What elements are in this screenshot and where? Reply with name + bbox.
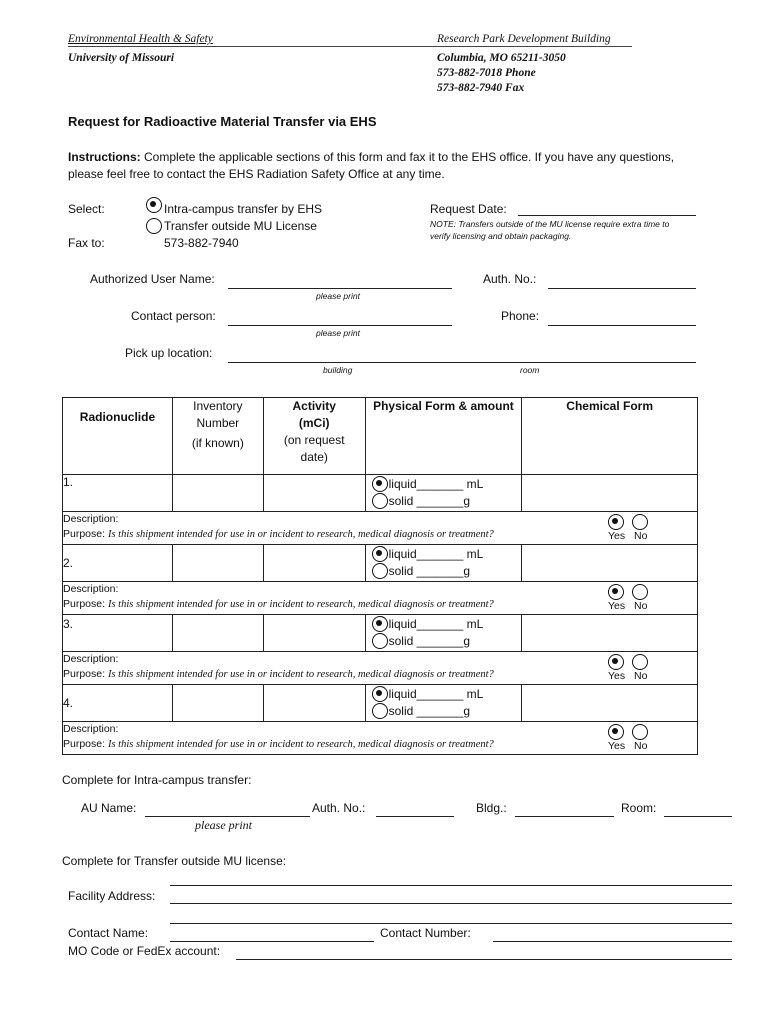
- instructions-line2: please feel free to contact the EHS Radiation Safety Office at any time.: [68, 167, 445, 181]
- physical-form-cell: [365, 615, 522, 652]
- building-hint: building: [323, 365, 353, 375]
- table-row: [63, 615, 698, 652]
- solid-radio[interactable]: [372, 633, 388, 649]
- purpose-line: [63, 737, 697, 752]
- request-date-label: Request Date:: [430, 202, 507, 216]
- solid-label: solid _______g: [388, 564, 471, 578]
- solid-label: solid _______g: [388, 634, 471, 648]
- solid-radio[interactable]: [372, 703, 388, 719]
- description-label: Description:: [63, 513, 119, 525]
- contact-person-field[interactable]: [228, 325, 452, 326]
- col-inventory-l1: Inventory: [193, 399, 243, 413]
- description-cell: [63, 652, 698, 685]
- solid-label: solid _______g: [388, 704, 471, 718]
- instructions-label: Instructions:: [68, 150, 141, 164]
- university-name: University of Missouri: [68, 52, 175, 64]
- physical-form-cell: [365, 545, 522, 582]
- activity-cell[interactable]: [263, 545, 365, 582]
- purpose-question: Is this shipment intended for use in or incident to research, medical diagnosis or treatment?: [107, 739, 494, 750]
- select-label: Select:: [68, 202, 105, 216]
- purpose-question: Is this shipment intended for use in or incident to research, medical diagnosis or treatment?: [107, 529, 494, 540]
- chemical-form-cell[interactable]: [522, 475, 698, 512]
- activity-cell[interactable]: [263, 475, 365, 512]
- auth-no-label: Auth. No.:: [483, 272, 537, 286]
- purpose-label: Purpose:: [63, 738, 108, 750]
- row-number: 3.: [63, 615, 173, 652]
- chemical-form-cell[interactable]: [522, 685, 698, 722]
- purpose-line: [63, 597, 697, 612]
- intra-campus-label: Intra-campus transfer by EHS: [164, 202, 323, 216]
- fax-to-number: 573-882-7940: [164, 236, 239, 250]
- contact-number-label: Contact Number:: [380, 926, 471, 940]
- description-label: Description:: [63, 653, 119, 665]
- building-name: Research Park Development Building: [437, 33, 611, 45]
- col-inventory: [172, 398, 263, 475]
- chemical-form-cell[interactable]: [522, 615, 698, 652]
- intra-campus-radio[interactable]: [146, 197, 162, 213]
- col-radionuclide: Radionuclide: [63, 398, 173, 475]
- contact-number-field[interactable]: [493, 941, 732, 942]
- no-label: No: [634, 740, 648, 752]
- room-hint: room: [520, 365, 540, 375]
- description-row: [63, 582, 698, 615]
- physical-form-cell: [365, 685, 522, 722]
- yes-label: Yes: [608, 530, 626, 542]
- inventory-cell[interactable]: [172, 685, 263, 722]
- solid-radio[interactable]: [372, 563, 388, 579]
- header-rule: [68, 46, 632, 47]
- description-label: Description:: [63, 723, 119, 735]
- intra-au-name-label: AU Name:: [81, 801, 137, 815]
- description-row: [63, 722, 698, 755]
- purpose-no-radio[interactable]: [632, 724, 648, 740]
- facility-address-line1[interactable]: [170, 885, 732, 886]
- purpose-line: [63, 667, 697, 682]
- liquid-radio[interactable]: [372, 546, 388, 562]
- col-inventory-l2: Number: [196, 416, 240, 430]
- col-activity: [263, 398, 365, 475]
- no-label: No: [634, 600, 648, 612]
- chemical-form-cell[interactable]: [522, 545, 698, 582]
- material-table: [62, 397, 698, 755]
- contact-person-hint: please print: [316, 328, 360, 338]
- purpose-no-radio[interactable]: [632, 514, 648, 530]
- phone-label: Phone:: [501, 309, 540, 323]
- description-cell: [63, 722, 698, 755]
- liquid-radio[interactable]: [372, 616, 388, 632]
- intra-room-field[interactable]: [664, 816, 732, 817]
- row-number: 1.: [63, 475, 173, 512]
- purpose-no-radio[interactable]: [632, 584, 648, 600]
- phone-field[interactable]: [548, 325, 696, 326]
- request-date-field[interactable]: [518, 215, 696, 216]
- fax-to-label: Fax to:: [68, 236, 105, 250]
- table-row: [63, 545, 698, 582]
- purpose-question: Is this shipment intended for use in or incident to research, medical diagnosis or treatment?: [107, 669, 494, 680]
- description-label: Description:: [63, 583, 119, 595]
- row-number: 4.: [63, 685, 173, 722]
- col-activity-l4: date): [300, 450, 328, 464]
- liquid-label: liquid_______ mL: [388, 687, 484, 701]
- activity-cell[interactable]: [263, 685, 365, 722]
- instructions-line1: [68, 150, 674, 164]
- address-city: Columbia, MO 65211-3050: [437, 52, 566, 64]
- contact-name-field[interactable]: [170, 941, 374, 942]
- intra-au-name-field[interactable]: [145, 816, 310, 817]
- office-fax: 573-882-7940 Fax: [437, 82, 525, 94]
- mo-code-label: MO Code or FedEx account:: [68, 944, 221, 958]
- purpose-line: [63, 527, 697, 542]
- dept-name: Environmental Health & Safety: [68, 33, 213, 45]
- inventory-cell[interactable]: [172, 615, 263, 652]
- purpose-yes-radio[interactable]: [608, 514, 624, 530]
- au-name-label: Authorized User Name:: [90, 272, 215, 286]
- liquid-label: liquid_______ mL: [388, 477, 484, 491]
- intra-bldg-field[interactable]: [515, 816, 614, 817]
- note-line2: verify licensing and obtain packaging.: [430, 231, 572, 241]
- facility-address-label: Facility Address:: [68, 889, 156, 903]
- table-header-row: [63, 398, 698, 475]
- col-activity-l2: (mCi): [298, 416, 330, 430]
- purpose-question: Is this shipment intended for use in or incident to research, medical diagnosis or treatment?: [107, 599, 494, 610]
- purpose-yes-radio[interactable]: [608, 654, 624, 670]
- liquid-label: liquid_______ mL: [388, 547, 484, 561]
- inventory-cell[interactable]: [172, 475, 263, 512]
- purpose-label: Purpose:: [63, 598, 108, 610]
- table-row: [63, 685, 698, 722]
- description-row: [63, 652, 698, 685]
- mo-code-field[interactable]: [236, 959, 732, 960]
- physical-form-cell: [365, 475, 522, 512]
- facility-address-line3[interactable]: [170, 923, 732, 924]
- purpose-yes-radio[interactable]: [608, 584, 624, 600]
- note-line1: NOTE: Transfers outside of the MU license require extra time to: [430, 219, 670, 229]
- row-number: 2.: [63, 545, 173, 582]
- col-chemical-form: Chemical Form: [522, 398, 698, 475]
- intra-please-print: please print: [195, 818, 252, 832]
- contact-person-label: Contact person:: [131, 309, 216, 323]
- au-name-hint: please print: [316, 291, 360, 301]
- yes-label: Yes: [608, 740, 626, 752]
- solid-radio[interactable]: [372, 493, 388, 509]
- instructions-text: Complete the applicable sections of this form and fax it to the EHS office. If you have any questions,: [144, 150, 675, 164]
- purpose-label: Purpose:: [63, 668, 108, 680]
- inventory-cell[interactable]: [172, 545, 263, 582]
- pickup-location-label: Pick up location:: [125, 346, 213, 360]
- outside-license-label: Transfer outside MU License: [164, 219, 317, 233]
- col-physical-form: Physical Form & amount: [365, 398, 522, 475]
- no-label: No: [634, 530, 648, 542]
- liquid-radio[interactable]: [372, 476, 388, 492]
- contact-name-label: Contact Name:: [68, 926, 149, 940]
- activity-cell[interactable]: [263, 615, 365, 652]
- description-cell: [63, 512, 698, 545]
- liquid-label: liquid_______ mL: [388, 617, 484, 631]
- description-cell: [63, 582, 698, 615]
- form-title: Request for Radioactive Material Transfer via EHS: [68, 114, 377, 129]
- yes-label: Yes: [608, 600, 626, 612]
- purpose-no-radio[interactable]: [632, 654, 648, 670]
- facility-address-line2[interactable]: [170, 903, 732, 904]
- office-phone: 573-882-7018 Phone: [437, 67, 536, 79]
- no-label: No: [634, 670, 648, 682]
- solid-label: solid _______g: [388, 494, 471, 508]
- col-activity-l1: Activity: [292, 399, 336, 413]
- purpose-label: Purpose:: [63, 528, 108, 540]
- auth-no-field[interactable]: [548, 288, 696, 289]
- outside-license-radio[interactable]: [146, 218, 162, 234]
- liquid-radio[interactable]: [372, 686, 388, 702]
- table-row: [63, 475, 698, 512]
- intra-room-label: Room:: [621, 801, 657, 815]
- purpose-yes-radio[interactable]: [608, 724, 624, 740]
- pickup-location-field[interactable]: [228, 362, 696, 363]
- intra-auth-no-label: Auth. No.:: [312, 801, 366, 815]
- yes-label: Yes: [608, 670, 626, 682]
- col-activity-l3: (on request: [283, 433, 345, 447]
- intra-auth-no-field[interactable]: [376, 816, 454, 817]
- intra-section-title: Complete for Intra-campus transfer:: [62, 773, 252, 787]
- intra-bldg-label: Bldg.:: [476, 801, 507, 815]
- au-name-field[interactable]: [228, 288, 452, 289]
- col-inventory-l3: (if known): [191, 436, 244, 450]
- outside-section-title: Complete for Transfer outside MU license:: [62, 854, 287, 868]
- description-row: [63, 512, 698, 545]
